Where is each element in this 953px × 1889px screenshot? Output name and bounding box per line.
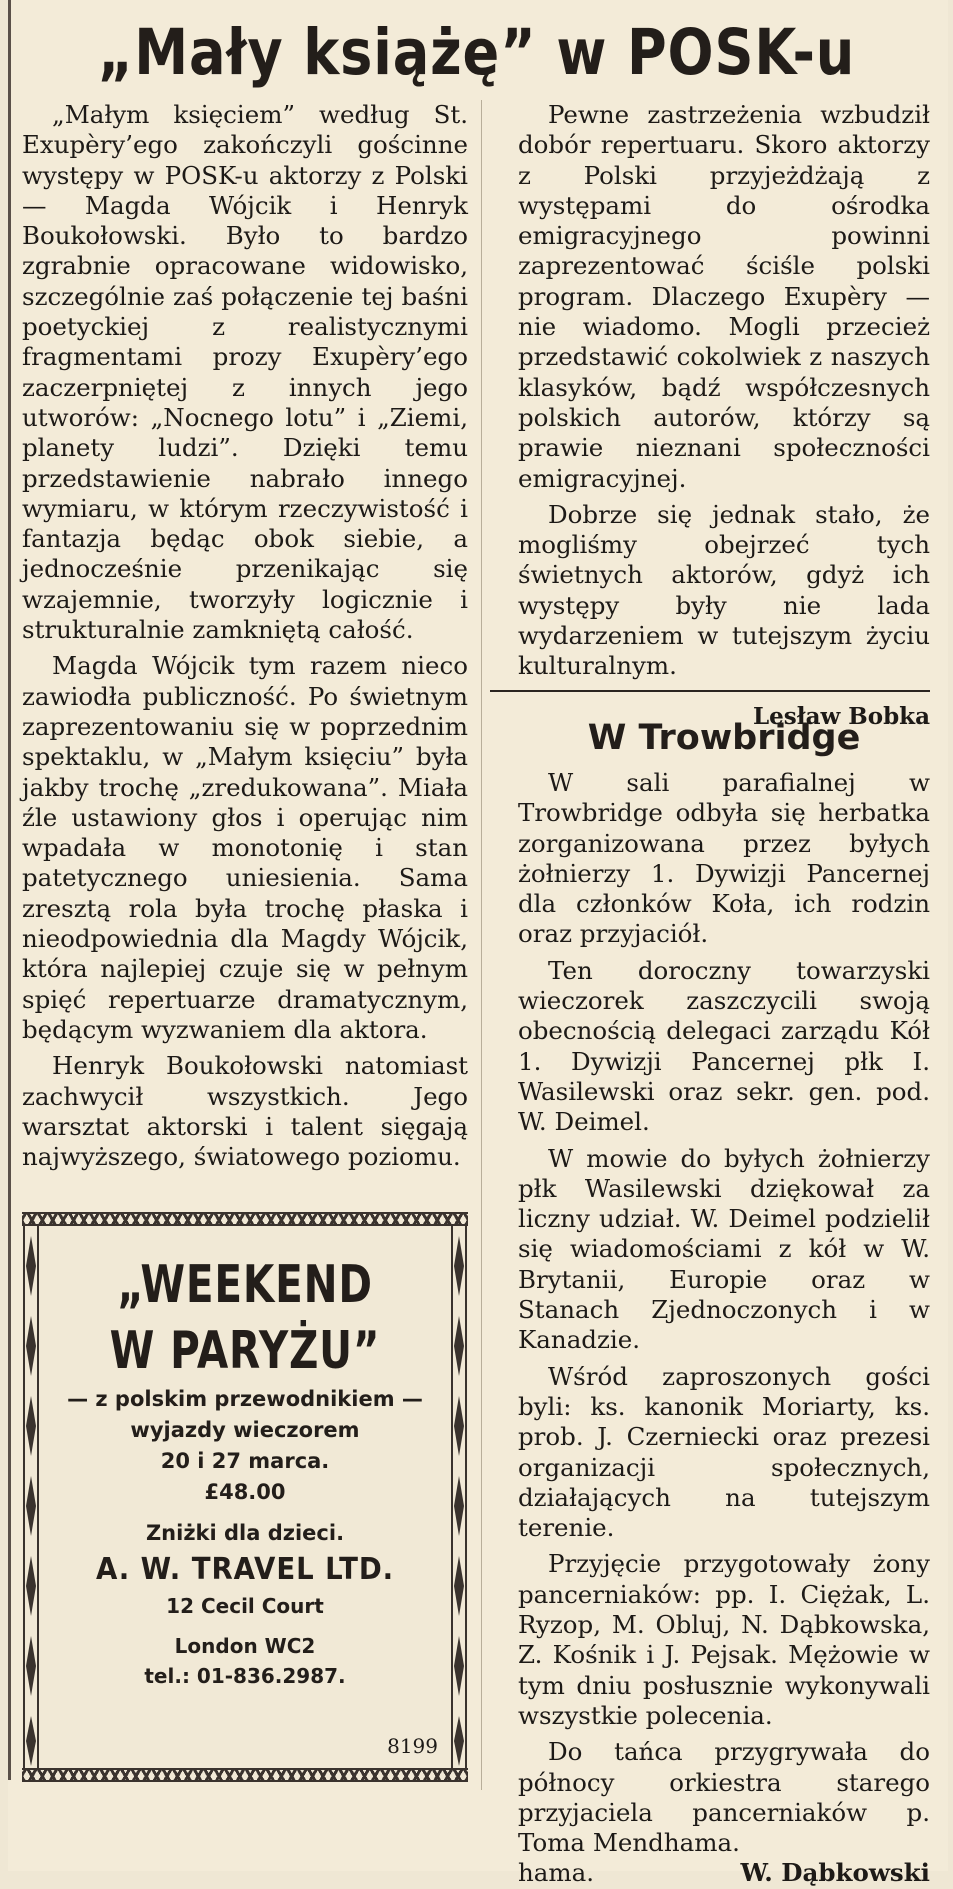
ad-price: £48.00 (204, 1480, 286, 1504)
ad-title-line1: „WEEKEND (117, 1255, 373, 1315)
ad-content (46, 1252, 444, 1691)
ad-discount: Zniżki dla dzieci. (145, 1521, 345, 1545)
article2-paragraph: Wśród zaproszonych gości byli: ks. kanonik Moriarty, ks. prob. J. Czerniecki oraz prezesi organizacji społecznych, działających na tutejszym terenie. (518, 1361, 930, 1543)
article2-paragraph: W mowie do byłych żołnierzy płk Wasilewski dziękował za liczny udział. W. Deimel podzielił się wiadomościami z kół w W. Brytanii, Europie oraz w Stanach Zjednoczonych i w Kanadzie. (518, 1143, 930, 1355)
ad-border-top (22, 1212, 468, 1226)
article2-paragraph: Do tańca przygrywała do północy orkiestra starego przyjaciela pancerniaków p. Toma Mendhama. (518, 1737, 930, 1858)
ad-dates: 20 i 27 marca. (160, 1449, 330, 1473)
article-headline: „Mały książę” w POSK-u (97, 16, 856, 89)
column-divider (481, 100, 482, 1790)
article1-author: Lesław Bobka (752, 702, 930, 730)
article1-paragraph: Magda Wójcik tym razem nieco zawiodła publiczność. Po świetnym zaprezentowaniu się w poprzednim spektaklu, w „Małym księciu” była jakby trochę „zredukowana”. Miała źle ustawiony głos i operując nim wpadała w monotonię i stan patetycznego uniesienia. Sama zresztą rola była trochę płaska i nieodpowiednia dla Magdy Wójcik, która najlepiej czuje się w pełnym spięć repertuarze dramatycznym, będącym wyzwaniem dla aktora. (22, 651, 468, 1044)
article2-author: W. Dąbkowski (740, 1858, 930, 1888)
article2-paragraph: W sali parafialnej w Trowbridge odbyła się herbatka zorganizowana przez byłych żołnierzy 1. Dywizji Pancernej dla członków Koła, ich rodzin oraz przyjaciół. (518, 768, 930, 949)
article-separator-rule (490, 690, 930, 692)
article1-paragraph: Pewne zastrzeżenia wzbudził dobór repertuaru. Skoro aktorzy z Polski przyjeżdżają z występami do ośrodka emigracyjnego powinni zaprezentować ściśle polski program. Dlaczego Exupèry — nie wiadomo. Mogli przecież przedstawić cokolwiek z naszych klasyków, bądź współczesnych polskich autorów, którzy są prawie nieznani społeczności emigracyjnej. (518, 100, 930, 493)
article1-paragraph: „Małym księciem” według St. Exupèry’ego zakończyli gościnne występy w POSK-u aktorzy z Polski — Magda Wójcik i Henryk Boukołowski. Było to bardzo zgrabnie opracowane widowisko, szczególnie zaś połączenie tej baśni poetyckiej z realistycznymi fragmentami prozy Exupèry’ego zaczerpniętej z innych jego utworów: „Nocnego lotu” i „Ziemi, planety ludzi”. Dzięki temu przedstawienie nabrało innego wymiaru, w którym rzeczywistość i fantazja będąc obok siebie, a jednocześnie przenikając się wzajemnie, tworzyły logicznie i strukturalnie zamkniętą całość. (22, 100, 468, 645)
article2-last-word: hama. (518, 1858, 595, 1888)
ad-border-right (450, 1226, 468, 1768)
article2-signature-line (518, 1858, 930, 1888)
article1-paragraph: Henryk Boukołowski natomiast zachwycił wszystkich. Jego warsztat aktorski i talent sięgają najwyższego, światowego poziomu. (22, 1051, 468, 1172)
ad-address-line1: 12 Cecil Court (166, 1594, 324, 1618)
ad-departures: wyjazdy wieczorem (130, 1418, 360, 1442)
travel-advertisement (22, 1212, 468, 1782)
ad-company-name: A. W. TRAVEL LTD. (95, 1552, 395, 1587)
ad-phone: tel.: 01-836.2987. (144, 1664, 346, 1688)
article2-paragraph: Przyjęcie przygotowały żony pancerniaków: pp. I. Ciężak, L. Ryzop, M. Obluj, N. Dąbkowska, Z. Kośnik i J. Pejsak. Mężowie w tym dniu posłusznie wykonywali wszystkie polecenia. (518, 1549, 930, 1730)
article2-paragraph: Ten doroczny towarzyski wieczorek zaszczycili swoją obecnością delegaci zarządu Kół 1. Dywizji Pancernej płk I. Wasilewski oraz sekr. gen. pod. W. Deimel. (518, 955, 930, 1137)
article1-right-column (518, 100, 930, 732)
article2-title: W Trowbridge (587, 718, 861, 758)
page-edge-line (8, 0, 11, 1780)
ad-reference-number: 8199 (387, 1734, 438, 1758)
ad-border-bottom (22, 1768, 468, 1782)
article1-paragraph: Dobrze się jednak stało, że mogliśmy obejrzeć tych świetnych aktorów, gdyż ich występy były nie lada wydarzeniem w tutejszym życiu kulturalnym. (518, 499, 930, 681)
ad-border-left (22, 1226, 40, 1768)
ad-address-line2: London WC2 (174, 1634, 316, 1658)
article1-left-column (22, 100, 468, 1178)
article2-column (518, 768, 930, 1889)
ad-subtitle: — z polskim przewodnikiem — (67, 1387, 423, 1411)
ad-title-line2: W PARYŻU” (109, 1321, 381, 1381)
